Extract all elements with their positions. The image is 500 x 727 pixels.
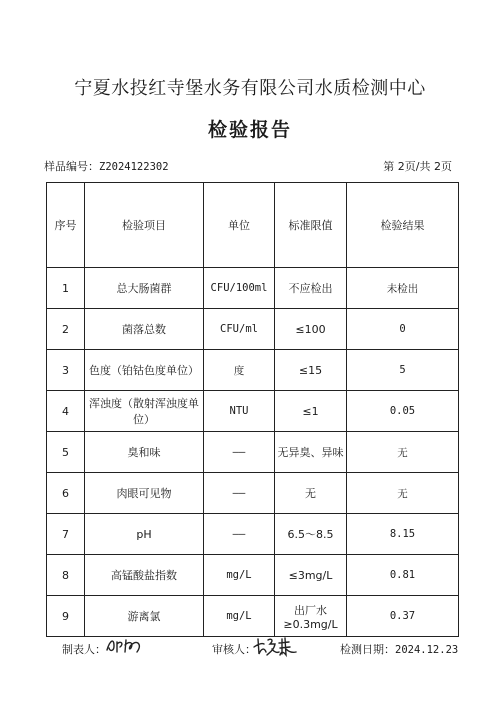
- cell-unit: mg/L: [204, 555, 275, 596]
- cell-item: 菌落总数: [85, 309, 204, 350]
- test-date-value: 2024.12.23: [395, 644, 459, 656]
- table-row: [47, 309, 459, 350]
- sample-number-label: 样品编号：: [44, 160, 99, 173]
- reviewer-label: 审核人：: [212, 643, 256, 656]
- cell-limit: 无异臭、异味: [275, 432, 347, 473]
- cell-no: 1: [47, 268, 85, 309]
- cell-item: 浑浊度（散射浑浊度单位）: [85, 391, 204, 432]
- cell-result: 0.37: [347, 596, 459, 637]
- cell-result: 无: [347, 473, 459, 514]
- reviewer-signature: [252, 634, 300, 658]
- preparer-signature: [104, 634, 150, 656]
- sample-number-value: Z2024122302: [99, 161, 169, 173]
- cell-result: 5: [347, 350, 459, 391]
- cell-result: 无: [347, 432, 459, 473]
- report-title: 检验报告: [207, 119, 292, 141]
- cell-no: 7: [47, 514, 85, 555]
- cell-result: 0: [347, 309, 459, 350]
- table-row: [47, 473, 459, 514]
- cell-unit: 度: [204, 350, 275, 391]
- table-row: [47, 432, 459, 473]
- table-row: [47, 391, 459, 432]
- reviewer: [212, 641, 256, 657]
- cell-no: 5: [47, 432, 85, 473]
- column-header: 标准限值: [275, 183, 347, 268]
- cell-unit: CFU/ml: [204, 309, 275, 350]
- column-header: 序号: [47, 183, 85, 268]
- cell-limit: 6.5～8.5: [275, 514, 347, 555]
- cell-unit: ——: [204, 473, 275, 514]
- cell-no: 3: [47, 350, 85, 391]
- cell-item: 肉眼可见物: [85, 473, 204, 514]
- table-header-row: [47, 183, 459, 268]
- cell-no: 9: [47, 596, 85, 637]
- table-row: [47, 514, 459, 555]
- sample-number: [44, 158, 169, 174]
- cell-no: 6: [47, 473, 85, 514]
- results-table: [46, 182, 459, 637]
- cell-item: 高锰酸盐指数: [85, 555, 204, 596]
- cell-item: 总大肠菌群: [85, 268, 204, 309]
- column-header: 检验项目: [85, 183, 204, 268]
- table-row: [47, 555, 459, 596]
- cell-no: 8: [47, 555, 85, 596]
- cell-no: 4: [47, 391, 85, 432]
- cell-limit: 无: [275, 473, 347, 514]
- cell-limit: ≤100: [275, 309, 347, 350]
- cell-no: 2: [47, 309, 85, 350]
- cell-unit: CFU/100ml: [204, 268, 275, 309]
- column-header: 检验结果: [347, 183, 459, 268]
- cell-unit: NTU: [204, 391, 275, 432]
- cell-item: pH: [85, 514, 204, 555]
- preparer: [62, 641, 106, 657]
- table-row: [47, 350, 459, 391]
- test-date: [340, 641, 458, 657]
- column-header: 单位: [204, 183, 275, 268]
- cell-limit: ≤3mg/L: [275, 555, 347, 596]
- cell-limit-line: ≥0.3mg/L: [283, 617, 338, 631]
- cell-item: 色度（铂钴色度单位）: [85, 350, 204, 391]
- page-info: 第 2页/共 2页: [383, 160, 452, 173]
- cell-item: 游离氯: [85, 596, 204, 637]
- cell-result: 0.05: [347, 391, 459, 432]
- cell-limit-line: 出厂水: [294, 603, 327, 617]
- cell-result: 未检出: [347, 268, 459, 309]
- table-row: [47, 268, 459, 309]
- cell-result: 8.15: [347, 514, 459, 555]
- cell-limit: [275, 596, 347, 637]
- cell-limit: ≤1: [275, 391, 347, 432]
- cell-limit: 不应检出: [275, 268, 347, 309]
- cell-unit: ——: [204, 432, 275, 473]
- cell-unit: mg/L: [204, 596, 275, 637]
- cell-item: 臭和味: [85, 432, 204, 473]
- test-date-label: 检测日期：: [340, 643, 395, 656]
- organization-name: 宁夏水投红寺堡水务有限公司水质检测中心: [74, 78, 426, 99]
- cell-limit: ≤15: [275, 350, 347, 391]
- cell-result: 0.81: [347, 555, 459, 596]
- cell-unit: ——: [204, 514, 275, 555]
- table-row: [47, 596, 459, 637]
- preparer-label: 制表人：: [62, 643, 106, 656]
